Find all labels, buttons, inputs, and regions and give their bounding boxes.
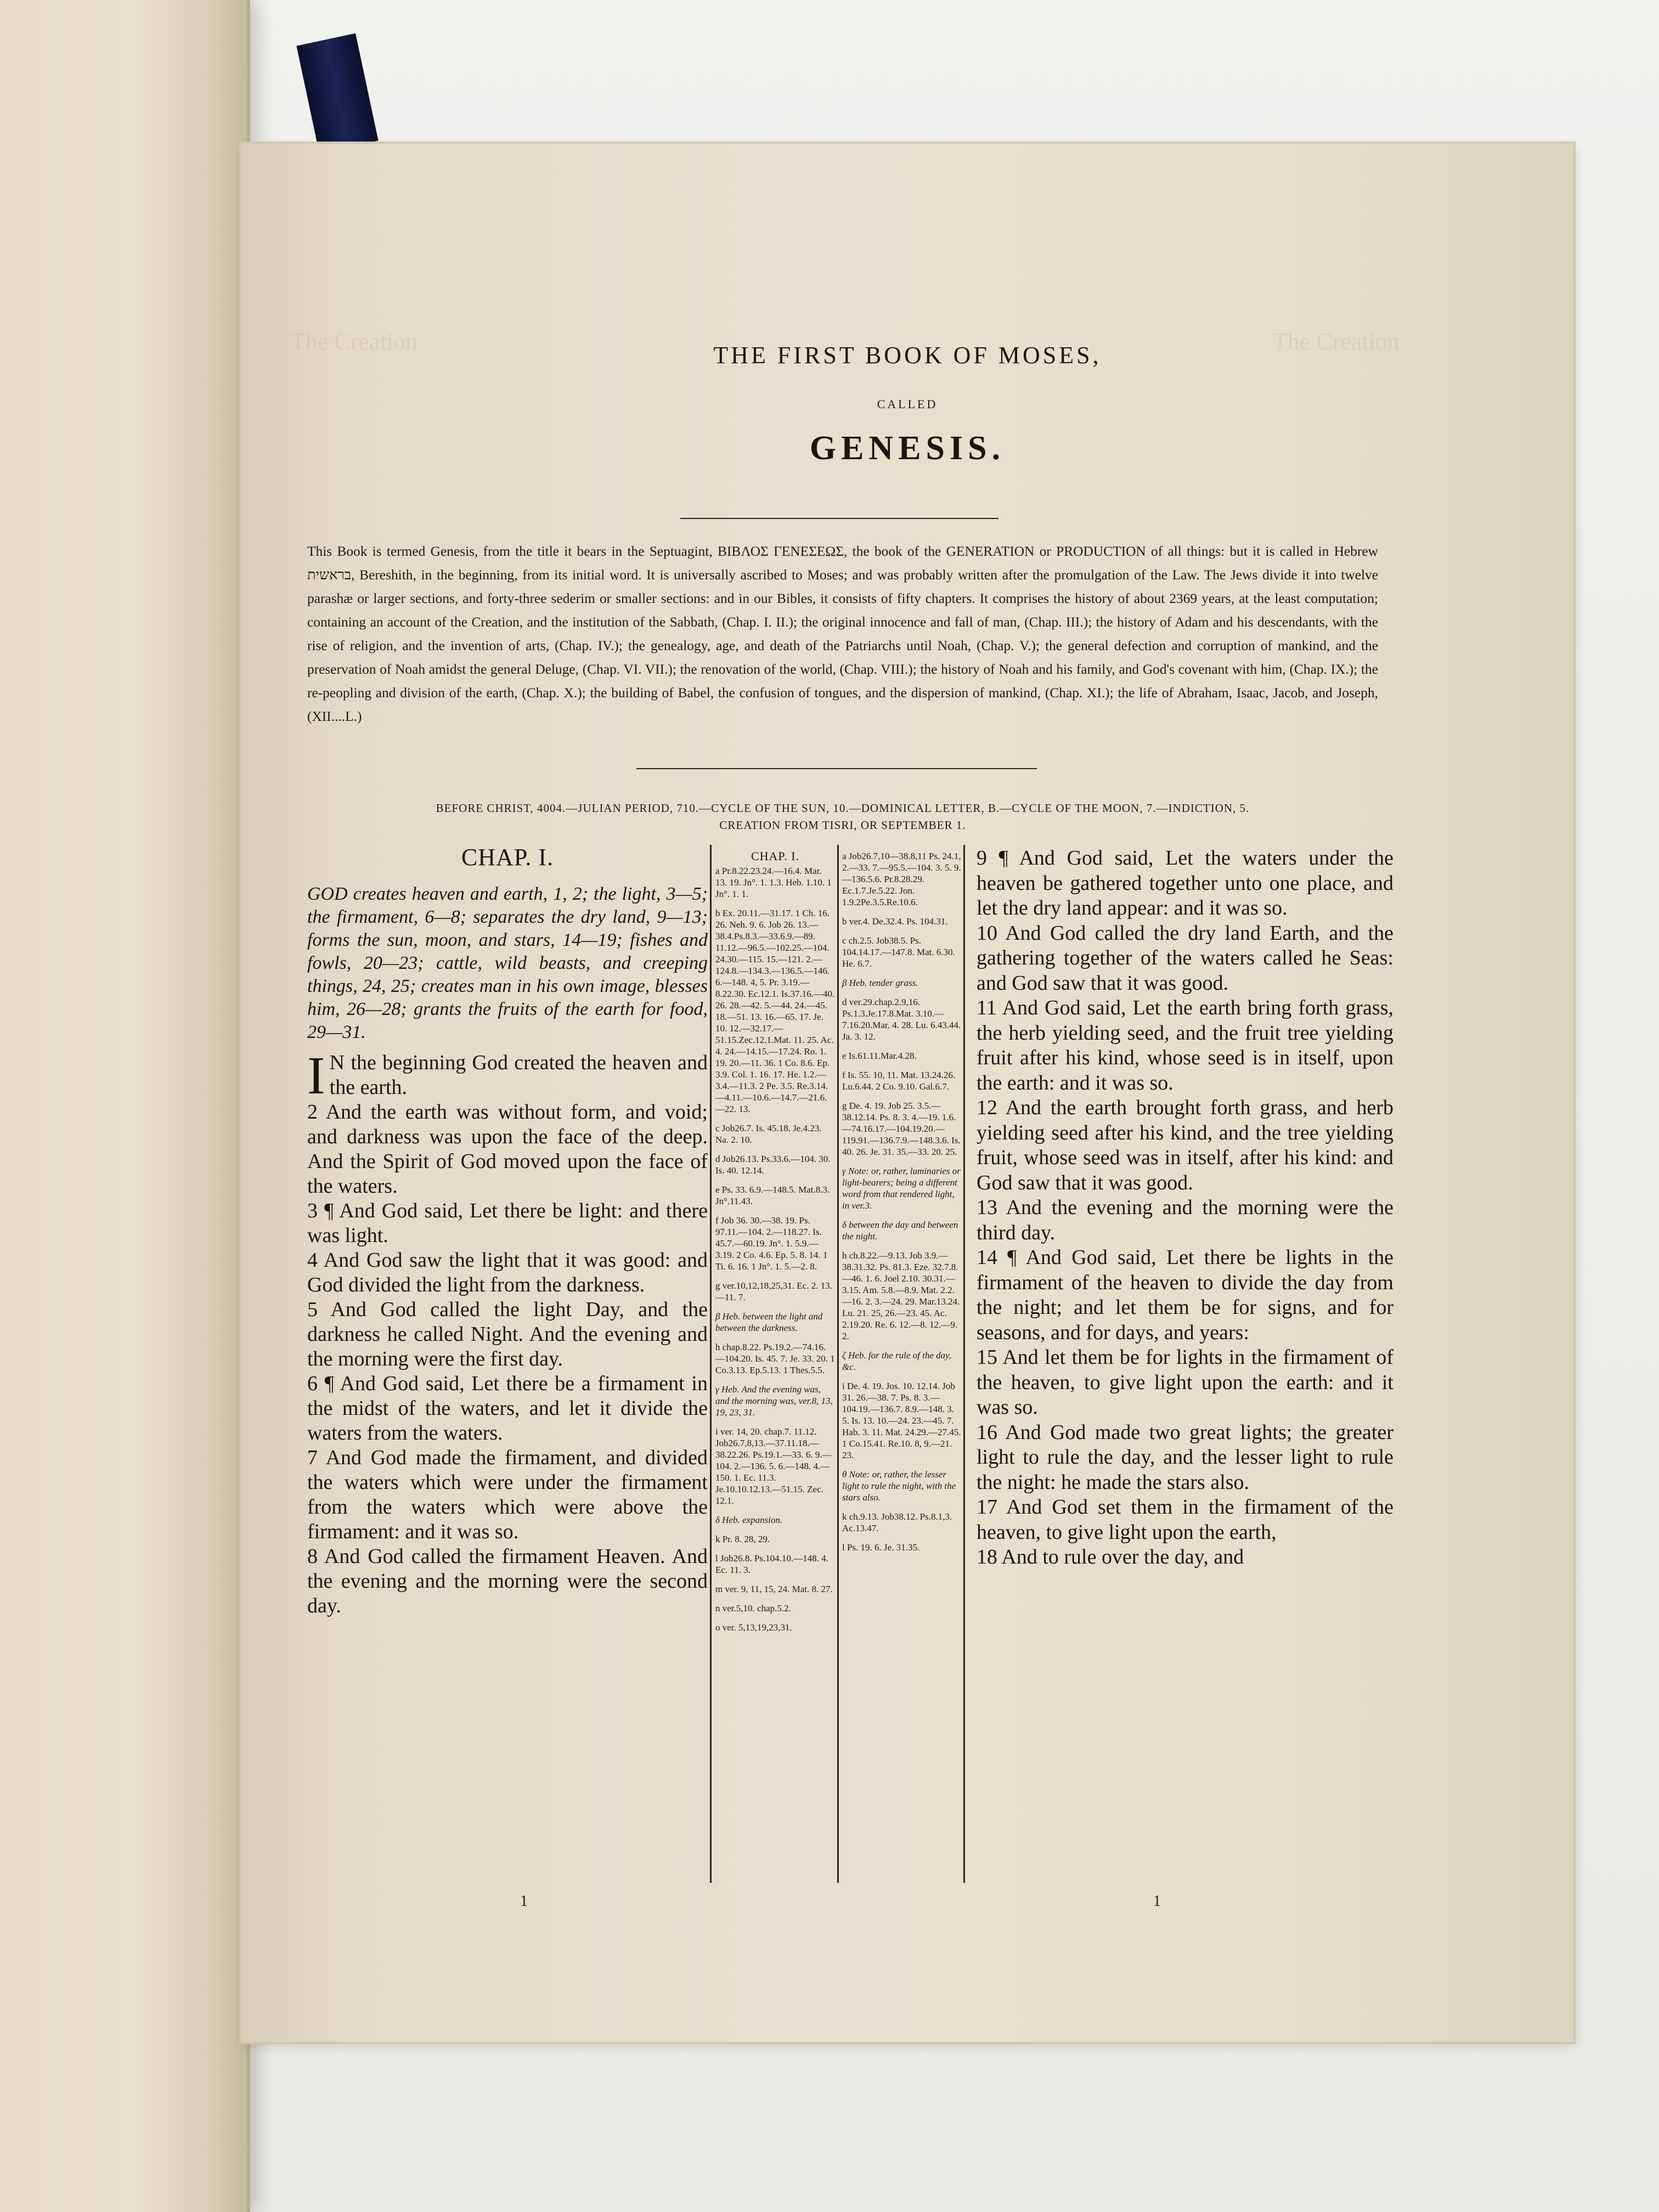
column-rule (963, 845, 965, 1883)
chronology-dateline (307, 800, 1378, 834)
verse: 14 ¶ And God said, Let there be lights in the firmament of the heaven to divide the day from the night; and let them be for signs, and for seasons, and for days, and years: (977, 1246, 1393, 1344)
column-rule (837, 845, 839, 1883)
verse: 13 And the evening and the morning were the third day. (977, 1196, 1393, 1244)
text-column-left (307, 845, 708, 1618)
verse: 12 And the earth brought forth grass, and herb yielding seed after his kind, and the tree yielding fruit, whose seed was in itself, after his kind: and God saw that it was good. (977, 1096, 1393, 1194)
verse: 10 And God called the dry land Earth, and the gathering together of the waters called he Seas: and God saw that it was good. (977, 921, 1393, 995)
reference-note: e Is.61.11.Mar.4.28. (842, 1051, 917, 1061)
book-introduction: This Book is termed Genesis, from the title it bears in the Septuagint, ΒΙΒΛΟΣ ΓΕΝΕΣΕΩΣ, the book of the GENERATION or PRODUCTION of all things: but it is called in Hebrew בראשית, Bereshith, in the beginning, from its initial word. It is universally ascribed to Moses; and was probably written after the promulgation of the Law. The Jews divide it into twelve parashæ or larger sections, and forty-three sederim or smaller sections: and in our Bibles, it consists of fifty chapters. It comprises the history of about 2369 years, at the least computation; containing an account of the Creation, and the institution of the Sabbath, (Chap. I. II.); the original innocence and fall of man, (Chap. III.); the history of Adam and his descendants, with the rise of religion, and the invention of arts, (Chap. IV.); the genealogy, age, and death of the Patriarchs until Noah, (Chap. V.); the general defection and corruption of mankind, and the preservation of Noah amidst the general Deluge, (Chap. VI. VII.); the renovation of the world, (Chap. VIII.); the history of Noah and his family, and God's covenant with him, (Chap. IX.); the re-peopling and division of the earth, (Chap. X.); the building of Babel, the confusion of tongues, and the dispersion of mankind, (Chap. XI.); the life of Abraham, Isaac, Jacob, and Joseph, (XII....L.) (307, 544, 1378, 724)
reference-note: n ver.5,10. chap.5.2. (715, 1603, 791, 1613)
reference-note: δ Heb. expansion. (715, 1515, 783, 1525)
reference-note: l Ps. 19. 6. Je. 31.35. (842, 1542, 920, 1553)
page-number-left: 1 (520, 1893, 528, 1910)
book-page (241, 144, 1573, 2042)
verse: 7 And God made the firmament, and divided the waters which were under the firmament from the waters which were above the firmament: and it was so. (307, 1446, 708, 1543)
page-number-right: 1 (1153, 1893, 1161, 1910)
reference-note: γ Note: or, rather, luminaries or light-bearers; being a different word from that rendered light, in ver.3. (842, 1166, 961, 1211)
reference-note: β Heb. tender grass. (842, 978, 918, 988)
verse-1 (307, 1046, 708, 1105)
reference-note: g De. 4. 19. Job 25. 3.5.—38.12.14. Ps. 8. 3. 4.—19. 1.6.—74.16.17.—104.19.20.—119.91.—136.7.9.—148.3.6. Is. 40. 26. Je. 31. 35.—33. 20. 25. (842, 1101, 961, 1157)
reference-note: f Is. 55. 10, 11. Mat. 13.24.26. Lu.6.44. 2 Co. 9.10. Gal.6.7. (842, 1070, 956, 1092)
reference-note: i De. 4. 19. Jos. 10. 12.14. Job 31. 26.—38. 7. Ps. 8. 3.—104.19.—136.7. 8.9.—148. 3. 5. Is. 13. 10.—24. 23.—45. 7. Hab. 3. 11. Mat. 24.29.—27.45. 1 Co.15.41. Re.10. 8, 9.—21. 23. (842, 1381, 961, 1460)
left-page-edge (0, 0, 250, 2212)
book-called-line: CALLED (877, 397, 938, 411)
verse: 2 And the earth was without form, and void; and darkness was upon the face of the deep. And the Spirit of God moved upon the face of the waters. (307, 1101, 708, 1198)
reference-note: k Pr. 8. 28, 29. (715, 1534, 770, 1544)
reference-note: d ver.29.chap.2.9,16. Ps.1.3.Je.17.8.Mat. 3.10.—7.16.20.Mar. 4. 28. Lu. 6.43.44. Ja. 3. 12. (842, 997, 961, 1042)
reference-note: c ch.2.5. Job38.5. Ps. 104.14.17.—147.8. Mat. 6.30. He. 6.7. (842, 935, 955, 969)
verse: 4 And God saw the light that it was good: and God divided the light from the darkness. (307, 1249, 708, 1296)
reference-note: a Pr.8.22.23.24.—16.4. Mar. 13. 19. Jn°. 1. 1.3. Heb. 1.10. 1 Jn°. 1. 1. (715, 866, 832, 899)
verse: 5 And God called the light Day, and the darkness he called Night. And the evening and the morning were the first day. (307, 1298, 708, 1370)
verse: 11 And God said, Let the earth bring forth grass, the herb yielding seed, and the fruit tree yielding fruit after his kind, whose seed is in itself, upon the earth: and it was so. (977, 996, 1393, 1094)
reference-note: d Job26.13. Ps.33.6.—104. 30. Is. 40. 12.14. (715, 1154, 831, 1176)
verse: 6 ¶ And God said, Let there be a firmament in the midst of the waters, and let it divide the waters from the waters. (307, 1372, 708, 1444)
reference-note: a Job26.7,10—38.8,11 Ps. 24.1, 2.—33. 7.—95.5.—104. 3. 5. 9.—136.5.6. Pr.8.28.29. Ec.1.7.Je.5.22. Jon. 1.9.2Pe.3.5.Re.10.6. (842, 851, 961, 907)
verse-text: N the beginning God created the heaven and the earth. (329, 1051, 708, 1099)
dateline-1: BEFORE CHRIST, 4004.—JULIAN PERIOD, 710.—CYCLE OF THE SUN, 10.—DOMINICAL LETTER, B.—CYCLE OF THE MOON, 7.—INDICTION, 5. (436, 802, 1250, 815)
bleed-through-text: The Creation (291, 328, 417, 355)
reference-note: k ch.9.13. Job38.12. Ps.8.1,3. Ac.13.47. (842, 1511, 952, 1533)
verse: 8 And God called the firmament Heaven. And the evening and the morning were the second day. (307, 1545, 708, 1617)
reference-note: β Heb. between the light and between the darkness. (715, 1311, 823, 1333)
bleed-through-text-right: The Creation (1273, 328, 1400, 355)
reference-note: γ Heb. And the evening was, and the morning was, ver.8, 13, 19, 23, 31. (715, 1384, 833, 1418)
reference-note: c Job26.7. Is. 45.18. Je.4.23. Na. 2. 10. (715, 1123, 822, 1145)
reference-note: l Job26.8. Ps.104.10.—148. 4. Ec. 11. 3. (715, 1553, 828, 1575)
reference-note: θ Note: or, rather, the lesser light to rule the night, with the stars also. (842, 1469, 956, 1503)
reference-column-2 (842, 850, 962, 1561)
verse: 15 And let them be for lights in the firmament of the heaven, to give light upon the earth: and it was so. (977, 1346, 1393, 1419)
chapter-summary: GOD creates heaven and earth, 1, 2; the light, 3—5; the firmament, 6—8; separates the dry land, 9—13; forms the sun, moon, and stars, 14—19; fishes and fowls, 20—23; cattle, wild beasts, and creeping things, 24, 25; creates man in his own image, blesses him, 26—28; grants the fruits of the earth for food, 29—31. (307, 884, 708, 1042)
reference-note: e Ps. 33. 6.9.—148.5. Mat.8.3. Jn°.11.43. (715, 1184, 830, 1206)
drop-cap: I (307, 1046, 325, 1105)
intro-divider (636, 768, 1037, 769)
reference-note: i ver. 14, 20. chap.7. 11.12. Job26.7,8,13.—37.11.18.—38.22.26. Ps.19.1.—33. 6. 9.—104. 2.—136. 5. 6.—148. 4.—150. 1. Ec. 11.3. Je.10.10.12.13.—51.15. Zec. 12.1. (715, 1426, 832, 1506)
dateline-2: CREATION FROM TISRI, OR SEPTEMBER 1. (719, 819, 966, 832)
verse: 9 ¶ And God said, Let the waters under the heaven be gathered together unto one place, and let the dry land appear: and it was so. (977, 847, 1393, 919)
title-divider (680, 518, 998, 519)
reference-note: ζ Heb. for the rule of the day, &c. (842, 1350, 952, 1372)
reference-note: o ver. 5,13,19,23,31. (715, 1622, 792, 1633)
column-rule (710, 845, 712, 1883)
reference-note: h ch.8.22.—9.13. Job 3.9.—38.31.32. Ps. 81.3. Eze. 32.7.8.—46. 1. 6. Joel 2.10. 30.31.—3.15. Am. 5.8.—8.9. Mat. 2.2.—16. 2. 3.—24. 29. Mar.13.24. Lu. 21. 25, 26.—23. 45. Ac. 2.19.20. Re. 6. 12.—8. 12.—9. 2. (842, 1250, 960, 1341)
reference-note: b ver.4. De.32.4. Ps. 104.31. (842, 916, 948, 927)
verse: 3 ¶ And God said, Let there be light: and there was light. (307, 1199, 708, 1247)
reference-heading: CHAP. I. (751, 849, 800, 863)
chapter-heading: CHAP. I. (461, 844, 554, 871)
book-name: GENESIS. (809, 430, 1006, 467)
verse: 17 And God set them in the firmament of the heaven, to give light upon the earth, (977, 1496, 1393, 1544)
verse: 18 And to rule over the day, and (977, 1545, 1244, 1568)
reference-note: g ver.10,12,18,25,31. Ec. 2. 13.—11. 7. (715, 1280, 832, 1302)
reference-note: f Job 36. 30.—38. 19. Ps. 97.11.—104. 2.—118.27. Is. 45.7.—60.19. Jn°. 1. 5.9.—3.19. 2 Co. 4.6. Ep. 5. 8. 14. 1 Ti. 6. 16. 1 Jn°. 1. 5.—2. 8. (715, 1215, 828, 1272)
reference-note: m ver. 9, 11, 15, 24. Mat. 8. 27. (715, 1584, 833, 1594)
reference-note: δ between the day and between the night. (842, 1220, 958, 1242)
text-column-right (977, 846, 1393, 1570)
reference-note: b Ex. 20.11.—31.17. 1 Ch. 16. 26. Neh. 9. 6. Job 26. 13.—38.4.Ps.8.3.—33.6.9.—89. 11.12.—96.5.—102.25.—104. 24.30.—115. 15.—121. 2.—124.8.—134.3.—136.5.—146. 6.—148. 4, 5. Pr. 3.19.—8.22.30. Ec.12.1. Is.37.16.—40. 26. 28.—42. 5.—44. 24.—45. 18.—51. 13. 16.—65. 17. Je. 10. 12.—32.17.—51.15.Zec.12.1.Mat. 11. 25. Ac. 4. 24.—14.15.—17.24. Ro. 1. 19. 20.—11. 36. 1 Co. 8.6. Ep. 3.9. Col. 1. 16. 17. He. 1.2.—3.4.—11.3. 2 Pe. 3.5. Re.3.14.—4.11.—10.6.—14.7.—21.6.—22. 13. (715, 908, 835, 1114)
reference-column-1 (715, 850, 835, 1641)
reference-note: h chap.8.22. Ps.19.2.—74.16.—104.20. Is. 45. 7. Je. 33. 20. 1 Co.3.13. Ep.5.13. 1 Thes.5.5. (715, 1342, 835, 1375)
verse: 16 And God made two great lights; the greater light to rule the day, and the lesser light to rule the night: he made the stars also. (977, 1420, 1393, 1494)
book-title-line: THE FIRST BOOK OF MOSES, (713, 342, 1102, 369)
